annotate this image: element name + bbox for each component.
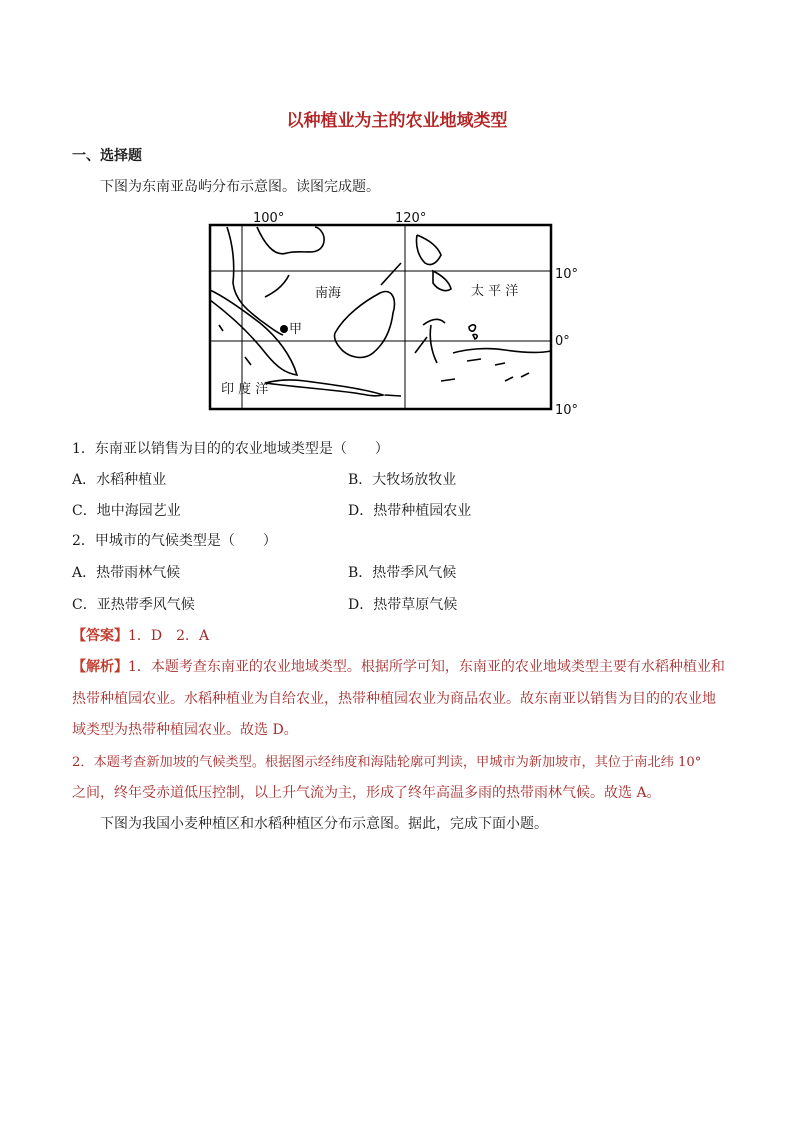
- q2-option-b: B．热带季风气候: [348, 565, 457, 581]
- analysis-line-4: 2．本题考查新加坡的气候类型。根据图示经纬度和海陆轮廓可判读，甲城市为新加坡市，其位于南北纬 10°: [72, 755, 702, 770]
- analysis-line-5: 之间，终年受赤道低压控制，以上升气流为主，形成了终年高温多雨的热带雨林气候。故选 A。: [72, 785, 661, 801]
- q1-option-a: A．水稻种植业: [72, 472, 167, 488]
- label-south-china-sea: 南海: [315, 286, 342, 301]
- q1-option-d: D．热带种植园农业: [348, 503, 472, 519]
- answer-text: 1．D 2．A: [128, 628, 210, 644]
- lat-label-0: 0°: [555, 334, 570, 349]
- analysis-line-3: 域类型为热带种植园农业。故选 D。: [72, 722, 298, 738]
- southeast-asia-map: [205, 205, 595, 415]
- q1-option-b: B．大牧场放牧业: [348, 472, 457, 488]
- answer-line: [72, 625, 209, 645]
- q2-option-c: C．亚热带季风气候: [72, 597, 195, 613]
- q2-stem: 2．甲城市的气候类型是（ ）: [72, 533, 277, 549]
- q2-option-a: A．热带雨林气候: [72, 565, 181, 581]
- analysis-label: 【解析】: [72, 659, 128, 675]
- city-marker: [280, 325, 288, 333]
- page-title: 以种植业为主的农业地域类型: [286, 111, 508, 131]
- label-pacific-ocean: 太 平 洋: [471, 284, 519, 299]
- lon-label-100: 100°: [253, 211, 285, 226]
- label-city-jia: 甲: [289, 322, 303, 337]
- q2-option-d: D．热带草原气候: [348, 597, 458, 613]
- analysis-line-1: [72, 656, 725, 676]
- q1-option-c: C．地中海园艺业: [72, 503, 181, 519]
- lat-label-10n: 10°: [555, 267, 579, 282]
- analysis-text-1: 1．本题考查东南亚的农业地域类型。根据所学可知，东南亚的农业地域类型主要有水稻种植业和: [128, 659, 725, 675]
- answer-label: 【答案】: [72, 628, 128, 644]
- lon-label-120: 120°: [395, 211, 427, 226]
- section-heading: 一、选择题: [72, 148, 142, 164]
- intro-text-2: 下图为我国小麦种植区和水稻种植区分布示意图。据此，完成下面小题。: [100, 816, 548, 832]
- analysis-line-2: 热带种植园农业。水稻种植业为自给农业，热带种植园农业为商品农业。故东南亚以销售为目的的农业地: [72, 691, 716, 707]
- q1-stem: 1．东南亚以销售为目的的农业地域类型是（ ）: [72, 441, 389, 457]
- lat-label-10s: 10°: [555, 403, 579, 415]
- label-indian-ocean: 印 度 洋: [221, 382, 269, 397]
- intro-text: 下图为东南亚岛屿分布示意图。读图完成题。: [100, 179, 380, 195]
